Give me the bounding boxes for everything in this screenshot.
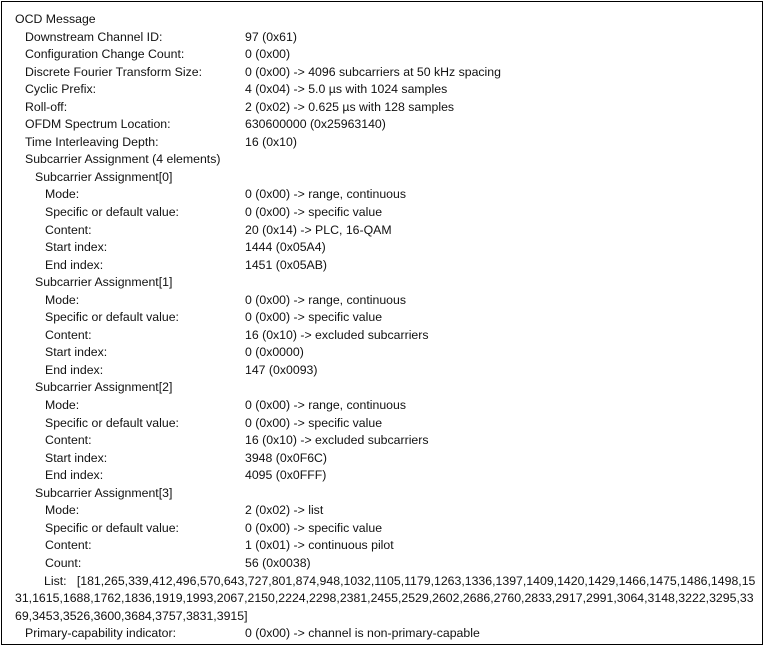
field-label: Configuration Change Count: — [25, 47, 185, 62]
field-value: 0 (0x00) -> specific value — [245, 520, 383, 535]
field-time-interleaving-depth — [2, 134, 764, 152]
field-label: Content: — [45, 327, 92, 342]
field-label: Primary-capability indicator: — [25, 626, 177, 641]
subcarrier-assignment-header — [2, 151, 764, 169]
assignment-start-index — [2, 344, 764, 362]
field-label: Mode: — [45, 503, 80, 518]
assignment-count — [2, 555, 764, 573]
field-label: Mode: — [45, 187, 80, 202]
field-value: 147 (0x0093) — [245, 362, 318, 377]
field-label: Specific or default value: — [45, 520, 179, 535]
field-value: 630600000 (0x25963140) — [245, 117, 386, 132]
assignment-specific-default — [2, 520, 764, 538]
field-label: Content: — [45, 538, 92, 553]
field-label: Count: — [45, 555, 82, 570]
field-value: 0 (0x00) -> specific value — [245, 205, 383, 220]
message-content — [2, 11, 764, 643]
field-label: Mode: — [45, 292, 80, 307]
list-label: List: — [44, 573, 67, 588]
assignment-title-row — [2, 274, 764, 292]
field-label: End index: — [45, 362, 104, 377]
message-panel — [1, 1, 763, 645]
field-value: 0 (0x00) -> 4096 subcarriers at 50 kHz spacing — [245, 64, 501, 79]
field-value: 3948 (0x0F6C) — [245, 450, 328, 465]
assignment-specific-default — [2, 204, 764, 222]
assignment-end-index — [2, 362, 764, 380]
assignment-content — [2, 222, 764, 240]
field-label: Discrete Fourier Transform Size: — [25, 64, 202, 79]
field-value: 20 (0x14) -> PLC, 16-QAM — [245, 222, 392, 237]
field-label: Specific or default value: — [45, 310, 179, 325]
field-value: 0 (0x00) -> range, continuous — [245, 398, 406, 413]
field-roll-off — [2, 99, 764, 117]
assignment-title-row — [2, 485, 764, 503]
field-value: 97 (0x61) — [245, 29, 297, 44]
assignment-mode — [2, 397, 764, 415]
field-value: 1 (0x01) -> continuous pilot — [245, 538, 394, 553]
field-value: 0 (0x00) -> range, continuous — [245, 292, 406, 307]
field-value: 2 (0x02) -> 0.625 µs with 128 samples — [245, 99, 455, 114]
field-label: Specific or default value: — [45, 205, 179, 220]
assignment-title: Subcarrier Assignment[0] — [35, 169, 173, 184]
field-primary-capability — [2, 625, 764, 643]
field-value: 1444 (0x05A4) — [245, 240, 326, 255]
field-value: 16 (0x10) -> excluded subcarriers — [245, 327, 429, 342]
assignment-content — [2, 537, 764, 555]
field-value: 16 (0x10) -> excluded subcarriers — [245, 433, 429, 448]
assignment-specific-default — [2, 309, 764, 327]
field-label: Time Interleaving Depth: — [25, 134, 159, 149]
list-values: [181,265,339,412,496,570,643,727,801,874,948,1032,1105,1179,1263,1336,1397,1409,1420,1429,1466,1475,1486,1498,1531,1615,1688,1762,1836,1919,1993,2067,2150,2224,2298,2381,2455,2529,2602,2686,2760,2833,2917,2991,3064,3148,3222,3295,3369,3453,3526,3600,3684,3757,3831,3915] — [15, 573, 756, 623]
assignment-content — [2, 327, 764, 345]
field-value: 0 (0x00) -> channel is non-primary-capable — [245, 626, 480, 641]
assignment-title: Subcarrier Assignment[2] — [35, 380, 173, 395]
field-ofdm-spectrum-location — [2, 116, 764, 134]
field-label: Start index: — [45, 345, 108, 360]
field-label: Specific or default value: — [45, 415, 179, 430]
section-heading: Subcarrier Assignment (4 elements) — [25, 152, 221, 167]
field-label: Start index: — [45, 450, 108, 465]
field-label: End index: — [45, 468, 104, 483]
assignment-mode — [2, 186, 764, 204]
assignment-specific-default — [2, 415, 764, 433]
message-title-row — [2, 11, 764, 29]
assignment-title-row — [2, 379, 764, 397]
field-label: OFDM Spectrum Location: — [25, 117, 171, 132]
field-label: Cyclic Prefix: — [25, 82, 97, 97]
field-value: 56 (0x0038) — [245, 555, 311, 570]
assignment-content — [2, 432, 764, 450]
assignment-end-index — [2, 467, 764, 485]
field-configuration-change-count — [2, 46, 764, 64]
field-value: 0 (0x00) -> specific value — [245, 310, 383, 325]
field-label: Start index: — [45, 240, 108, 255]
field-label: Content: — [45, 222, 92, 237]
field-label: Content: — [45, 433, 92, 448]
field-value: 4 (0x04) -> 5.0 µs with 1024 samples — [245, 82, 448, 97]
field-label: End index: — [45, 257, 104, 272]
message-title: OCD Message — [15, 12, 96, 26]
field-value: 0 (0x00) -> range, continuous — [245, 187, 406, 202]
assignment-title: Subcarrier Assignment[3] — [35, 485, 173, 500]
field-value: 0 (0x00) -> specific value — [245, 415, 383, 430]
assignment-mode — [2, 502, 764, 520]
assignment-start-index — [2, 450, 764, 468]
assignment-title: Subcarrier Assignment[1] — [35, 275, 173, 290]
field-value: 0 (0x0000) — [245, 345, 304, 360]
assignment-end-index — [2, 257, 764, 275]
field-cyclic-prefix — [2, 81, 764, 99]
field-label: Downstream Channel ID: — [25, 29, 163, 44]
assignment-start-index — [2, 239, 764, 257]
field-label: Mode: — [45, 398, 80, 413]
field-label: Roll-off: — [25, 99, 68, 114]
assignment-list — [15, 573, 760, 626]
field-value: 16 (0x10) — [245, 134, 297, 149]
field-dft-size — [2, 64, 764, 82]
field-downstream-channel-id — [2, 29, 764, 47]
field-value: 2 (0x02) -> list — [245, 503, 324, 518]
assignment-mode — [2, 292, 764, 310]
field-value: 4095 (0x0FFF) — [245, 468, 327, 483]
field-value: 1451 (0x05AB) — [245, 257, 328, 272]
field-value: 0 (0x00) — [245, 47, 291, 62]
assignment-title-row — [2, 169, 764, 187]
